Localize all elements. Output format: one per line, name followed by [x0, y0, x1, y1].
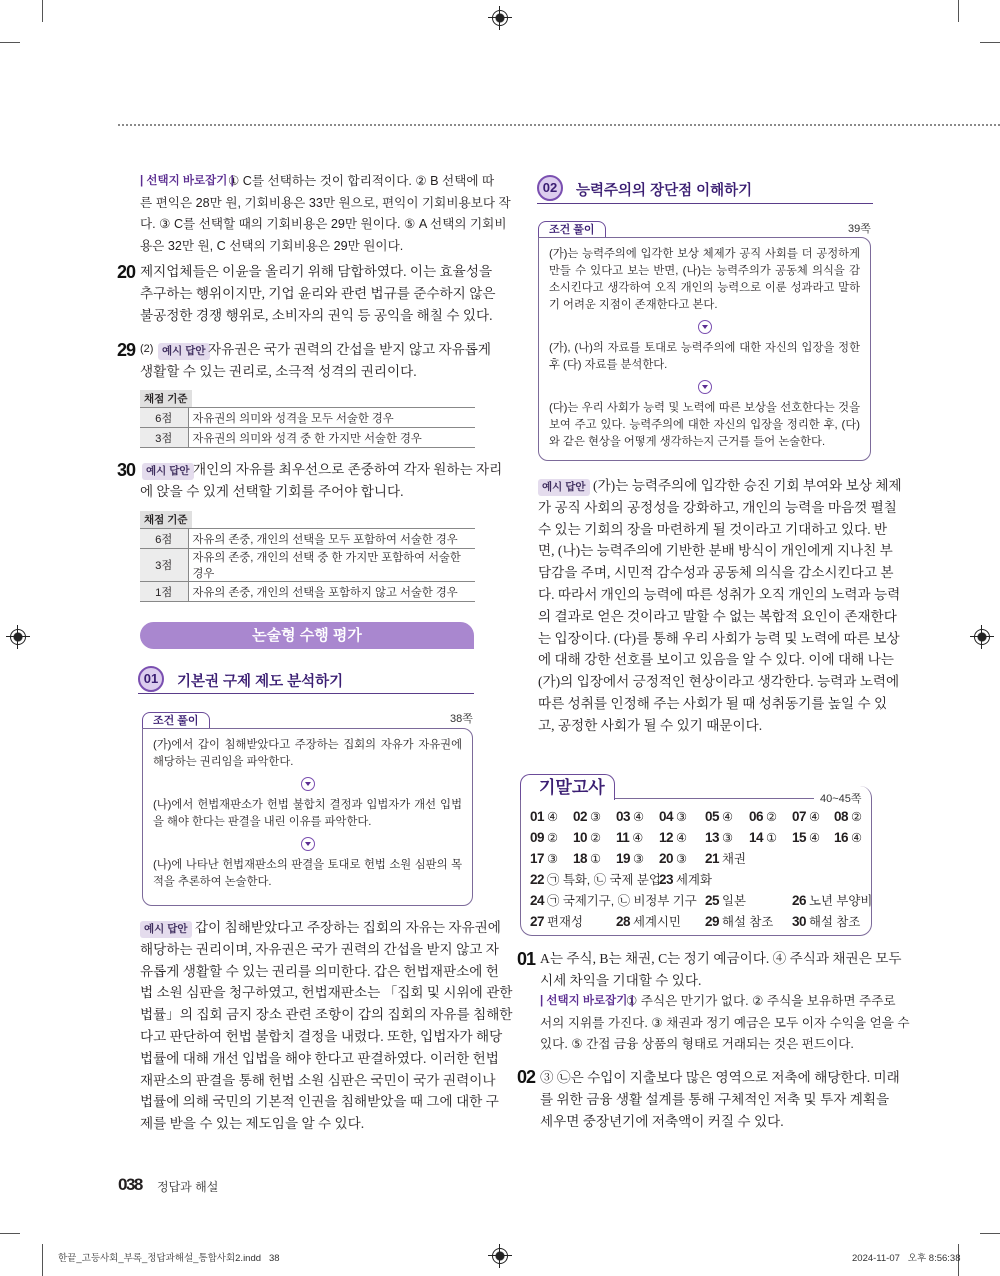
- text-line: ③ ㉡은 수입이 지출보다 많은 영역으로 저축에 해당한다. 미래: [540, 1070, 900, 1085]
- item-answer: ④: [632, 831, 644, 845]
- item-number: 03: [616, 809, 631, 824]
- condition-step: (다)는 우리 사회가 능력 및 노력에 따른 보상을 선호한다는 것을 보여 주고 있다. 능력주의에 대한 자신의 입장을 정리한 후, (다)와 같은 현상을 어떻게 생각하는지 근거를 들어 논술한다.: [549, 402, 860, 448]
- answer-key-item: [659, 827, 705, 849]
- item-answer: ①: [766, 831, 778, 845]
- item-number: 29: [705, 914, 720, 929]
- item-answer: ②: [851, 810, 863, 824]
- answer-key-title: 기말고사: [520, 774, 615, 800]
- answer-key-item: [530, 827, 573, 849]
- answer-key-row: [530, 890, 873, 911]
- crop-mark: [980, 1233, 1000, 1234]
- section-title: 능력주의의 장단점 이해하기: [576, 183, 753, 199]
- answer-key-item: [749, 827, 792, 849]
- answer-key-item: [573, 806, 616, 828]
- print-timestamp: 2024-11-07 오후 8:56:38: [852, 1253, 961, 1264]
- registration-mark-icon: [10, 629, 26, 645]
- footer-section-title: 정답과 해설: [157, 1180, 219, 1194]
- scoring-criteria-label: 채점 기준: [140, 511, 192, 529]
- item-answer: ②: [590, 831, 602, 845]
- criteria-cell: 자유권의 의미와 성격을 모두 서술한 경우: [188, 408, 475, 428]
- text-line: 있다. ⑤ 간접 금융 상품의 형태로 거래되는 것은 펀드이다.: [540, 1037, 854, 1052]
- item-number: 16: [834, 830, 849, 845]
- down-arrow-icon: [698, 320, 712, 334]
- item-number: 26: [792, 893, 807, 908]
- answer-key-item: [659, 848, 705, 870]
- item-number: 14: [749, 830, 764, 845]
- answer-key-item: [616, 911, 705, 933]
- item-answer: ④: [809, 831, 821, 845]
- item-answer: ③: [547, 852, 559, 866]
- answer-key-item: [530, 890, 705, 912]
- item-answer: ④: [809, 810, 821, 824]
- answer-key-item: [705, 827, 749, 849]
- item-number: 02: [573, 809, 588, 824]
- text-line: 개인의 자유를 최우선으로 존중하여 각자 원하는 자리: [193, 462, 503, 477]
- example-answer-tag: 예시 답안: [142, 463, 194, 480]
- item-answer: ④: [633, 810, 645, 824]
- answer-key-item: [834, 827, 874, 849]
- answer-key-row: [530, 911, 870, 932]
- answer-key-item: [705, 911, 792, 933]
- text-line: 다. ③ C를 선택할 때의 기회비용은 29만 원이다. ⑤ A 선택의 기회비: [140, 217, 507, 232]
- answer-key-item: [530, 869, 659, 891]
- item-number: 09: [530, 830, 545, 845]
- text-line: ① 주식은 만기가 없다. ② 주식을 보유하면 주주로: [626, 994, 896, 1008]
- table-row: [140, 428, 475, 448]
- section-number-badge: 01: [138, 666, 164, 692]
- text-line: 시세 차익을 기대할 수 있다.: [540, 972, 702, 988]
- item-number: 08: [834, 809, 849, 824]
- answer-key-item: [616, 848, 659, 870]
- answer-key-item: [749, 806, 792, 828]
- item-answer: ①: [590, 852, 602, 866]
- item-answer: ③: [633, 852, 645, 866]
- crop-mark: [0, 42, 20, 43]
- text-line: 제지업체들은 이윤을 올리기 위해 담합하였다. 이는 효율성을: [140, 264, 493, 279]
- text-line: 다고 판단하여 헌법 불합치 결정을 내렸다. 또한, 입법자가 해당: [140, 1028, 503, 1044]
- score-cell: 1점: [140, 582, 188, 602]
- item-answer: 해설 참조: [809, 915, 861, 929]
- item-number: 13: [705, 830, 720, 845]
- item-answer: ③: [676, 852, 688, 866]
- item-answer: 채권: [722, 852, 746, 866]
- item-number: 22: [530, 872, 545, 887]
- answer-key-item: [834, 806, 874, 828]
- condition-tab: 조건 풀이: [538, 221, 606, 238]
- section-underline: [537, 203, 873, 204]
- section-banner: 논술형 수행 평가: [140, 622, 474, 649]
- registration-mark-icon: [492, 10, 508, 26]
- text-line: 서의 지위를 가진다. ③ 채권과 정기 예금은 모두 이자 수익을 얻을 수: [540, 1015, 910, 1030]
- text-line: 세우면 중장년기에 저축액이 커질 수 있다.: [540, 1113, 784, 1129]
- item-number: 10: [573, 830, 588, 845]
- answer-key-item: [530, 848, 573, 870]
- header-dotted-rule: [118, 124, 1000, 126]
- registration-mark-icon: [492, 1248, 508, 1264]
- text-line: 유롭게 생활할 수 있는 권리를 의미한다. 갑은 헌법재판소에 헌: [140, 963, 499, 979]
- text-line: 는 입장이다. (다)를 통해 우리 사회가 능력 및 노력에 따른 보상: [538, 630, 900, 646]
- text-line: (가)의 입장에서 긍정적인 현상이라고 생각한다. 능력과 노력에: [538, 674, 900, 690]
- score-cell: 6점: [140, 408, 188, 428]
- crop-mark: [0, 1233, 20, 1234]
- answer-key-item: [530, 911, 616, 933]
- answer-key-item: [792, 806, 834, 828]
- item-answer: ㉠ 특화, ㉡ 국제 분업: [547, 873, 661, 887]
- question-number: 30: [117, 460, 136, 480]
- scoring-criteria-table: [140, 407, 475, 448]
- section-underline: [138, 693, 474, 694]
- example-answer-tag: 예시 답안: [538, 479, 590, 496]
- answer-key-row: [530, 827, 870, 848]
- item-number: 23: [659, 872, 674, 887]
- answer-key-item: [792, 890, 874, 912]
- down-arrow-icon: [301, 777, 315, 791]
- text-line: 추구하는 행위이지만, 기업 윤리와 관련 법규를 준수하지 않은: [140, 285, 496, 301]
- question-number: 29: [117, 340, 136, 360]
- item-answer: ④: [851, 831, 863, 845]
- criteria-cell: 자유의 존중, 개인의 선택을 포함하지 않고 서술한 경우: [188, 582, 475, 602]
- answer-key-rule: [614, 798, 814, 799]
- text-line: 를 위한 금융 생활 설계를 통해 구체적인 저축 및 투자 계획을: [540, 1091, 890, 1107]
- condition-tab: 조건 풀이: [142, 712, 210, 729]
- criteria-cell: 자유의 존중, 개인의 선택을 모두 포함하여 서술한 경우: [188, 529, 475, 549]
- text-line: 담감을 주며, 시민적 감수성과 공동체 의식을 감소시킨다고 본: [538, 565, 894, 581]
- condition-box: [142, 728, 473, 906]
- text-line: 용은 32만 원, C 선택의 기회비용은 29만 원이다.: [140, 238, 404, 253]
- item-number: 15: [792, 830, 807, 845]
- item-number: 12: [659, 830, 674, 845]
- page-number: 038: [118, 1175, 142, 1194]
- text-line: 고, 공정한 사회가 될 수 있기 때문이다.: [538, 717, 763, 733]
- text-line: 면, (나)는 능력주의에 기반한 분배 방식이 개인에게 지나친 부: [538, 543, 893, 559]
- answer-key-item: [573, 848, 616, 870]
- text-line: 의 결과로 얻은 것이라고 말할 수 없는 복합적 요인이 존재한다: [538, 608, 897, 624]
- text-line: 불공정한 경쟁 행위로, 소비자의 권익 등 공익을 해칠 수 있다.: [140, 307, 493, 323]
- answer-02: [540, 1067, 900, 1132]
- text-line: 법률에 의해 국민의 기본적 인권을 침해받았을 때 그에 대한 구: [140, 1094, 499, 1110]
- choice-correction-block: [140, 171, 511, 257]
- text-line: A는 주식, B는 채권, C는 정기 예금이다. ④ 주식과 채권은 모두: [540, 951, 902, 966]
- answer-key-item: [659, 869, 834, 891]
- condition-step: (나)에서 헌법재판소가 헌법 불합치 결정과 입법자가 개선 입법을 해야 한다는 판결을 내린 이유를 파악한다.: [153, 799, 462, 828]
- item-number: 27: [530, 914, 545, 929]
- text-line: 수 있는 기회의 장을 마련하게 될 것이라고 기대하고 있다. 반: [538, 521, 888, 537]
- score-cell: 6점: [140, 529, 188, 549]
- item-number: 01: [530, 809, 545, 824]
- answer-key-item: [659, 806, 705, 828]
- text-line: 에 앉을 수 있게 선택할 기회를 주어야 합니다.: [140, 483, 404, 499]
- answer-key-item: [792, 827, 834, 849]
- answer-key-item: [573, 827, 616, 849]
- choice-correction-tag: | 선택지 바로잡기 |: [540, 995, 634, 1007]
- item-number: 17: [530, 851, 545, 866]
- answer-key-item: [616, 806, 659, 828]
- answer-key-item: [705, 848, 749, 870]
- page-reference: 40~45쪽: [820, 793, 862, 805]
- section-number-badge: 02: [537, 175, 563, 201]
- text-line: 제를 받을 수 있는 제도임을 알 수 있다.: [140, 1116, 365, 1132]
- crop-mark: [42, 1244, 43, 1276]
- down-arrow-icon: [301, 837, 315, 851]
- score-cell: 3점: [140, 428, 188, 448]
- question-number: 20: [117, 262, 136, 282]
- text-line: 법 소원 심판을 청구하였고, 헌법재판소는 「집회 및 시위에 관한: [140, 985, 513, 1001]
- text-line: 에 대해 강한 선호를 보이고 있음을 알 수 있다. 이에 대해 나는: [538, 652, 894, 668]
- text-line: ① C를 선택하는 것이 합리적이다. ② B 선택에 따: [228, 174, 495, 188]
- scoring-criteria-label: 채점 기준: [140, 390, 192, 408]
- answer-key-row: [530, 848, 870, 869]
- text-line: 다. 따라서 개인의 능력에 따른 성취가 오직 개인의 노력과 능력: [538, 586, 901, 602]
- answer-key-item: [616, 827, 659, 849]
- item-answer: ③: [676, 810, 688, 824]
- text-line: (가)는 능력주의에 입각한 승진 기회 부여와 보상 체제: [593, 478, 902, 493]
- item-answer: ②: [547, 831, 559, 845]
- criteria-cell: 자유의 존중, 개인의 선택 중 한 가지만 포함하여 서술한 경우: [188, 549, 475, 582]
- choice-correction-block: [540, 991, 910, 1056]
- sub-question-number: (2): [140, 343, 154, 355]
- crop-mark: [980, 42, 1000, 43]
- text-line: 생활할 수 있는 권리로, 소극적 성격의 권리이다.: [140, 363, 417, 379]
- answer-key-row: [530, 806, 870, 827]
- item-number: 20: [659, 851, 674, 866]
- item-answer: 해설 참조: [722, 915, 774, 929]
- item-answer: 세계시민: [633, 915, 681, 929]
- item-number: 25: [705, 893, 720, 908]
- item-number: 30: [792, 914, 807, 929]
- condition-step: (가), (나)의 자료를 토대로 능력주의에 대한 자신의 입장을 정한 후 (다) 자료를 분석한다.: [549, 342, 860, 371]
- question-number: 02: [517, 1067, 536, 1087]
- score-cell: 3점: [140, 549, 188, 582]
- answer-key-grid: [530, 806, 873, 932]
- text-line: 자유권은 국가 권력의 간섭을 받지 않고 자유롭게: [208, 342, 492, 357]
- answer-key-item: [705, 806, 749, 828]
- item-number: 18: [573, 851, 588, 866]
- item-answer: ㉠ 국제기구, ㉡ 비정부 기구: [547, 894, 697, 908]
- section-title: 기본권 구제 제도 분석하기: [177, 674, 344, 690]
- item-answer: ④: [547, 810, 559, 824]
- text-line: 재판소의 판결을 통해 헌법 소원 심판은 국민이 국가 권력이나: [140, 1072, 496, 1088]
- text-line: 법률」의 집회 금지 장소 관련 조항이 갑의 집회의 자유를 침해한: [140, 1007, 513, 1023]
- item-number: 24: [530, 893, 545, 908]
- answer-29: [140, 339, 492, 383]
- item-number: 07: [792, 809, 807, 824]
- item-number: 28: [616, 914, 631, 929]
- answer-key-row: [530, 869, 870, 890]
- page-reference: 38쪽: [450, 713, 473, 725]
- item-answer: 일본: [722, 894, 746, 908]
- file-slug: 한끝_고등사회_부록_정답과해설_통합사회2.indd 38: [58, 1253, 280, 1264]
- text-line: 가 공직 사회의 공정성을 강화하고, 개인의 능력을 마음껏 펼칠: [538, 499, 897, 515]
- answer-30: [140, 459, 503, 503]
- answer-20: [140, 261, 496, 326]
- item-number: 05: [705, 809, 720, 824]
- question-number: 01: [517, 949, 536, 969]
- condition-step: (나)에 나타난 헌법재판소의 판결을 토대로 헌법 소원 심판의 목적을 추론하여 논술한다.: [153, 859, 462, 888]
- text-line: 갑이 침해받았다고 주장하는 집회의 자유는 자유권에: [195, 920, 501, 935]
- criteria-cell: 자유권의 의미와 성격 중 한 가지만 서술한 경우: [188, 428, 475, 448]
- choice-correction-tag: | 선택지 바로잡기 |: [140, 175, 234, 187]
- essay-answer-01: [140, 917, 513, 1135]
- condition-step: (가)에서 갑이 침해받았다고 주장하는 집회의 자유가 자유권에 해당하는 권리임을 파악한다.: [153, 739, 462, 768]
- text-line: 법률에 대해 개선 입법을 해야 한다고 판결하였다. 이러한 헌법: [140, 1050, 499, 1066]
- item-number: 06: [749, 809, 764, 824]
- answer-01: [540, 948, 902, 992]
- essay-answer-02: [538, 475, 902, 737]
- scoring-criteria-table: [140, 528, 475, 602]
- table-row: [140, 529, 475, 549]
- item-answer: 세계화: [676, 873, 712, 887]
- item-answer: ②: [766, 810, 778, 824]
- crop-mark: [958, 0, 959, 22]
- example-answer-tag: 예시 답안: [140, 921, 192, 938]
- item-answer: 편재성: [547, 915, 583, 929]
- example-answer-tag: 예시 답안: [158, 343, 210, 360]
- down-arrow-icon: [698, 380, 712, 394]
- item-number: 04: [659, 809, 674, 824]
- table-row: [140, 582, 475, 602]
- table-row: [140, 408, 475, 428]
- crop-mark: [42, 0, 43, 22]
- answer-key-item: [530, 806, 573, 828]
- item-answer: ④: [676, 831, 688, 845]
- item-number: 11: [616, 830, 630, 845]
- registration-mark-icon: [974, 629, 990, 645]
- answer-key-item: [792, 911, 874, 933]
- page-reference: 39쪽: [848, 223, 871, 235]
- condition-box: [538, 237, 871, 461]
- condition-step: (가)는 능력주의에 입각한 보상 체제가 공직 사회를 더 공정하게 만들 수 있다고 보는 반면, (나)는 능력주의가 공동체 의식을 감소시킨다고 생각하여 오직 개인의 능력으로 이룬 성과라고 말하기 어려운 지점이 존재한다고 본다.: [549, 248, 860, 311]
- text-line: 른 편익은 28만 원, 기회비용은 33만 원으로, 편익이 기회비용보다 작: [140, 195, 511, 210]
- answer-key-item: [705, 890, 792, 912]
- item-number: 21: [705, 851, 720, 866]
- item-answer: 노년 부양비: [809, 894, 873, 908]
- table-row: [140, 549, 475, 582]
- text-line: 따른 성취를 인정해 주는 사회가 될 때 성취동기를 높일 수 있: [538, 695, 888, 711]
- item-answer: ③: [722, 831, 734, 845]
- item-answer: ④: [722, 810, 734, 824]
- item-number: 19: [616, 851, 631, 866]
- item-answer: ③: [590, 810, 602, 824]
- text-line: 해당하는 권리이며, 자유권은 국가 권력의 간섭을 받지 않고 자: [140, 941, 499, 957]
